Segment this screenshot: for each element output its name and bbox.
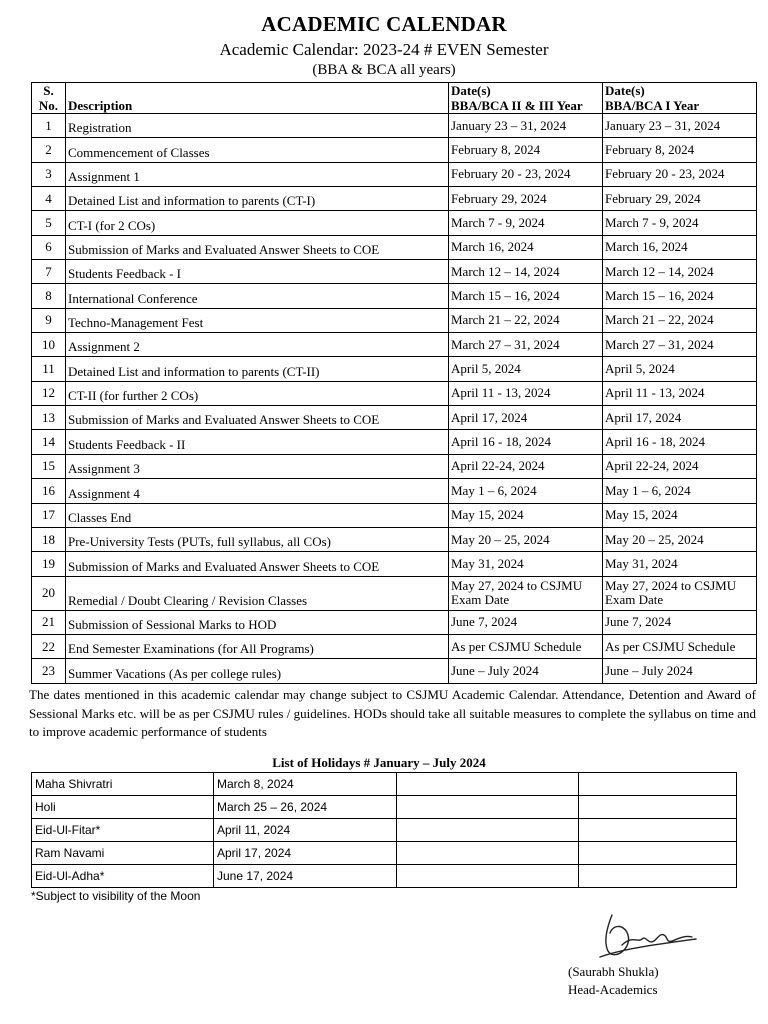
holiday-empty-cell [397,842,579,865]
row-date-senior: March 16, 2024 [449,235,603,259]
calendar-row [32,479,757,503]
row-date-senior: April 5, 2024 [449,357,603,381]
holiday-date: March 8, 2024 [214,773,397,796]
row-date-first-year: February 8, 2024 [603,138,757,162]
calendar-row [32,430,757,454]
row-date-first-year: April 5, 2024 [603,357,757,381]
calendar-row [32,162,757,186]
document-title: ACADEMIC CALENDAR [261,12,507,36]
row-date-senior: As per CSJMU Schedule [449,634,603,658]
calendar-row [32,114,757,138]
calendar-row [32,576,757,610]
row-date-senior: May 1 – 6, 2024 [449,479,603,503]
academic-calendar-table [31,82,757,684]
row-date-senior: April 11 - 13, 2024 [449,381,603,405]
row-date-first-year: March 12 – 14, 2024 [603,260,757,284]
row-serial: 22 [32,634,66,658]
row-date-first-year: May 27, 2024 to CSJMU Exam Date [603,576,757,610]
holiday-empty-cell [579,819,737,842]
row-date-first-year: March 7 - 9, 2024 [603,211,757,235]
row-serial: 1 [32,114,66,138]
calendar-row [32,284,757,308]
document-subtitle: Academic Calendar: 2023-24 # EVEN Semester [219,40,549,59]
row-description: Remedial / Doubt Clearing / Revision Classes [66,576,449,610]
row-description: CT-II (for further 2 COs) [66,381,449,405]
row-description: Commencement of Classes [66,138,449,162]
row-serial: 17 [32,503,66,527]
holiday-row [32,842,737,865]
calendar-row [32,454,757,478]
row-description: Submission of Marks and Evaluated Answer Sheets to COE [66,552,449,576]
calendar-row [32,406,757,430]
row-description: End Semester Examinations (for All Programs) [66,634,449,658]
holiday-date: March 25 – 26, 2024 [214,796,397,819]
row-date-first-year: March 15 – 16, 2024 [603,284,757,308]
row-serial: 4 [32,187,66,211]
calendar-row [32,333,757,357]
row-date-senior: March 21 – 22, 2024 [449,308,603,332]
holiday-name: Ram Navami [32,842,214,865]
row-serial: 20 [32,576,66,610]
row-description: Submission of Sessional Marks to HOD [66,610,449,634]
row-serial: 19 [32,552,66,576]
row-date-senior: February 8, 2024 [449,138,603,162]
row-date-first-year: February 29, 2024 [603,187,757,211]
row-date-first-year: April 16 - 18, 2024 [603,430,757,454]
holiday-date: April 17, 2024 [214,842,397,865]
calendar-row [32,187,757,211]
holiday-empty-cell [579,842,737,865]
calendar-header-row [32,83,757,114]
calendar-row [32,634,757,658]
holiday-empty-cell [579,796,737,819]
row-description: Assignment 3 [66,454,449,478]
row-description: Detained List and information to parents (CT-I) [66,187,449,211]
row-date-first-year: April 11 - 13, 2024 [603,381,757,405]
row-description: Assignment 4 [66,479,449,503]
row-date-senior: February 29, 2024 [449,187,603,211]
holiday-row [32,865,737,888]
holiday-row [32,773,737,796]
row-date-first-year: February 20 - 23, 2024 [603,162,757,186]
row-serial: 6 [32,235,66,259]
row-serial: 2 [32,138,66,162]
row-date-senior: April 17, 2024 [449,406,603,430]
row-date-first-year: June – July 2024 [603,659,757,683]
holiday-name: Eid-Ul-Adha* [32,865,214,888]
calendar-row [32,527,757,551]
row-description: CT-I (for 2 COs) [66,211,449,235]
calendar-row [32,503,757,527]
row-date-senior: March 27 – 31, 2024 [449,333,603,357]
signatory-role: Head-Academics [568,982,658,997]
holiday-name: Holi [32,796,214,819]
row-serial: 10 [32,333,66,357]
row-date-senior: June 7, 2024 [449,610,603,634]
holiday-empty-cell [397,773,579,796]
calendar-row [32,357,757,381]
calendar-row [32,659,757,683]
row-date-first-year: April 22-24, 2024 [603,454,757,478]
calendar-body [32,114,757,684]
col-header-dates-first-year: Date(s) BBA/BCA I Year [603,83,757,114]
row-serial: 9 [32,308,66,332]
row-serial: 15 [32,454,66,478]
holiday-name: Eid-Ul-Fitar* [32,819,214,842]
row-serial: 5 [32,211,66,235]
col-header-description: Description [66,83,449,114]
row-description: Assignment 2 [66,333,449,357]
calendar-row [32,308,757,332]
row-date-senior: February 20 - 23, 2024 [449,162,603,186]
signature-image [592,905,702,965]
document-audience: (BBA & BCA all years) [312,62,456,78]
holidays-body [32,773,737,888]
row-date-first-year: May 20 – 25, 2024 [603,527,757,551]
col-header-serial: S. No. [32,83,66,114]
calendar-row [32,138,757,162]
row-date-first-year: May 31, 2024 [603,552,757,576]
col-header-dates-senior: Date(s) BBA/BCA II & III Year [449,83,603,114]
row-description: International Conference [66,284,449,308]
row-serial: 21 [32,610,66,634]
holidays-footnote: *Subject to visibility of the Moon [31,889,201,903]
row-date-first-year: January 23 – 31, 2024 [603,114,757,138]
row-date-first-year: March 16, 2024 [603,235,757,259]
disclaimer-note: The dates mentioned in this academic calendar may change subject to CSJMU Academic Calendar. Attendance, Detention and Award of Sessional Marks etc. will be as per CSJMU rules / guidelines. HODs should take all suitable measures to complete the syllabus on time and to improve academic performance of students [29,687,756,739]
row-description: Registration [66,114,449,138]
row-description: Submission of Marks and Evaluated Answer Sheets to COE [66,235,449,259]
calendar-row [32,211,757,235]
row-date-senior: May 20 – 25, 2024 [449,527,603,551]
holiday-name: Maha Shivratri [32,773,214,796]
row-description: Detained List and information to parents (CT-II) [66,357,449,381]
row-date-senior: January 23 – 31, 2024 [449,114,603,138]
holiday-empty-cell [579,865,737,888]
row-serial: 8 [32,284,66,308]
holiday-empty-cell [397,865,579,888]
row-serial: 7 [32,260,66,284]
row-date-first-year: April 17, 2024 [603,406,757,430]
row-date-senior: May 31, 2024 [449,552,603,576]
row-date-senior: May 27, 2024 to CSJMU Exam Date [449,576,603,610]
row-serial: 12 [32,381,66,405]
calendar-row [32,381,757,405]
row-serial: 23 [32,659,66,683]
row-description: Pre-University Tests (PUTs, full syllabus, all COs) [66,527,449,551]
calendar-row [32,235,757,259]
row-serial: 14 [32,430,66,454]
row-description: Summer Vacations (As per college rules) [66,659,449,683]
row-serial: 13 [32,406,66,430]
row-date-first-year: As per CSJMU Schedule [603,634,757,658]
row-description: Techno-Management Fest [66,308,449,332]
holiday-empty-cell [397,819,579,842]
row-date-first-year: March 27 – 31, 2024 [603,333,757,357]
row-serial: 3 [32,162,66,186]
row-date-senior: March 12 – 14, 2024 [449,260,603,284]
row-date-first-year: May 1 – 6, 2024 [603,479,757,503]
calendar-row [32,552,757,576]
row-serial: 11 [32,357,66,381]
holiday-row [32,819,737,842]
row-date-senior: April 16 - 18, 2024 [449,430,603,454]
row-description: Students Feedback - I [66,260,449,284]
holiday-empty-cell [579,773,737,796]
holiday-empty-cell [397,796,579,819]
row-date-first-year: May 15, 2024 [603,503,757,527]
row-description: Assignment 1 [66,162,449,186]
row-date-senior: March 7 - 9, 2024 [449,211,603,235]
holiday-date: April 11, 2024 [214,819,397,842]
holidays-table [31,772,737,888]
row-serial: 16 [32,479,66,503]
holiday-date: June 17, 2024 [214,865,397,888]
row-description: Classes End [66,503,449,527]
row-description: Students Feedback - II [66,430,449,454]
row-description: Submission of Marks and Evaluated Answer Sheets to COE [66,406,449,430]
row-date-senior: June – July 2024 [449,659,603,683]
holiday-row [32,796,737,819]
calendar-row [32,260,757,284]
signatory-name: (Saurabh Shukla) [568,964,659,979]
row-date-senior: April 22-24, 2024 [449,454,603,478]
holidays-title: List of Holidays # January – July 2024 [272,755,486,770]
row-date-first-year: June 7, 2024 [603,610,757,634]
row-date-senior: March 15 – 16, 2024 [449,284,603,308]
row-serial: 18 [32,527,66,551]
row-date-first-year: March 21 – 22, 2024 [603,308,757,332]
row-date-senior: May 15, 2024 [449,503,603,527]
calendar-row [32,610,757,634]
